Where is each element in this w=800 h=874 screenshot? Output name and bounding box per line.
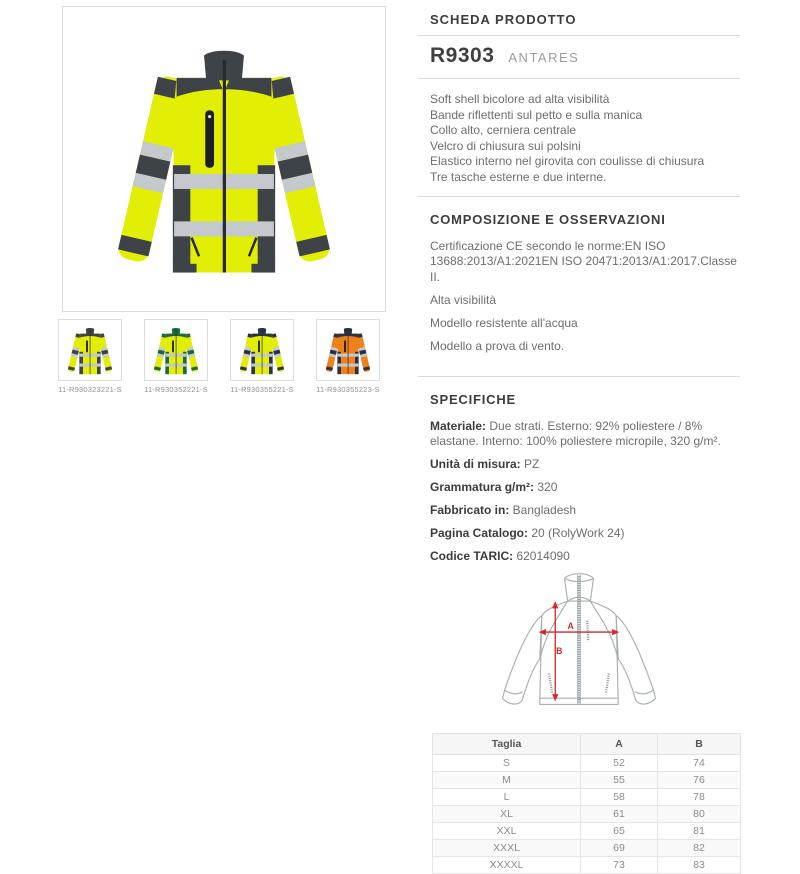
spec-value: Due strati. Esterno: 92% poliestere / 8% elastane. Interno: 100% poliestere micropile, 320 g/m². (430, 418, 721, 449)
spec-value: Bangladesh (509, 502, 577, 517)
size-table-body (433, 755, 741, 874)
thumbnail-cell (47, 319, 133, 394)
size-cell-a: 52 (581, 755, 658, 772)
size-cell-b: 82 (658, 840, 741, 857)
thumbnail[interactable] (58, 319, 122, 381)
composition-line: Alta visibilità (430, 293, 497, 308)
jacket-outline (503, 574, 656, 705)
product-header (418, 36, 740, 78)
spec-item (430, 480, 738, 496)
size-cell-a: 73 (581, 857, 658, 874)
page-title: SCHEDA PRODOTTO (430, 12, 577, 27)
spec-value: PZ (520, 457, 540, 472)
thumbnail-jacket-illustration (64, 323, 116, 378)
size-cell-taglia: XXL (433, 823, 581, 840)
measurement-diagram (418, 567, 740, 727)
thumbnail[interactable] (230, 319, 294, 381)
color-variant-thumbnails (47, 319, 391, 394)
description-line: Collo alto, cerniera centrale (430, 123, 577, 138)
size-cell-a: 61 (581, 806, 658, 823)
size-cell-taglia: XXXL (433, 840, 581, 857)
size-cell-taglia: XXXXL (433, 857, 581, 874)
size-cell-b: 74 (658, 755, 741, 772)
jacket-zipper (223, 60, 226, 272)
specs-heading: SPECIFICHE (430, 391, 517, 407)
product-description (418, 79, 740, 196)
jacket-hem-accent (251, 264, 272, 273)
product-name: ANTARES (508, 50, 580, 65)
size-column-header: B (658, 734, 741, 755)
description-line: Bande riflettenti sul petto e sulla manica (430, 107, 643, 122)
spec-label: Unità di misura: (430, 457, 521, 472)
table-row (433, 755, 741, 772)
thumbnail-cell (133, 319, 219, 394)
thumbnail[interactable] (316, 319, 380, 381)
spec-label: Pagina Catalogo: (430, 525, 529, 540)
spec-label: Fabbricato in: (430, 502, 510, 517)
size-cell-b: 81 (658, 823, 741, 840)
jacket-outline-drawing (491, 567, 667, 722)
spec-item (430, 503, 738, 519)
thumbnail-cell (219, 319, 305, 394)
size-cell-b: 76 (658, 772, 741, 789)
composition-line: Modello resistente all'acqua (430, 315, 578, 330)
size-cell-a: 55 (581, 772, 658, 789)
composition-line: Modello a prova di vento. (430, 338, 565, 353)
width-label: A (567, 621, 574, 632)
size-cell-a: 65 (581, 823, 658, 840)
spec-item (430, 419, 738, 451)
size-cell-b: 78 (658, 789, 741, 806)
table-row (433, 806, 741, 823)
thumbnail-caption: 11-R930355223-S (316, 385, 380, 394)
thumbnail-jacket-illustration (322, 323, 374, 378)
product-sheet (418, 0, 740, 874)
description-line: Elastico interno nel girovita con coulisse di chiusura (430, 154, 705, 169)
description-line: Velcro di chiusura sui polsini (430, 138, 581, 153)
spec-item (430, 549, 738, 565)
table-row (433, 772, 741, 789)
size-cell-b: 83 (658, 857, 741, 874)
composition-lines (430, 293, 738, 354)
description-line: Tre tasche esterne e due interne. (430, 169, 607, 184)
composition-section (418, 197, 740, 376)
spec-value: 320 (534, 480, 558, 495)
size-cell-a: 69 (581, 840, 658, 857)
size-cell-taglia: S (433, 755, 581, 772)
size-cell-taglia: L (433, 789, 581, 806)
specs-list (430, 419, 738, 565)
thumbnail-caption: 11-R930352221-S (144, 385, 208, 394)
specs-section (418, 377, 740, 565)
table-row (433, 789, 741, 806)
jacket-chest-pocket (205, 110, 214, 167)
spec-label: Grammatura g/m²: (430, 480, 535, 495)
thumbnail-jacket-illustration (236, 323, 288, 378)
spec-value: 20 (RolyWork 24) (528, 525, 625, 540)
table-row (433, 857, 741, 874)
jacket-illustration (99, 28, 349, 290)
size-cell-taglia: XL (433, 806, 581, 823)
composition-heading: COMPOSIZIONE E OSSERVAZIONI (430, 211, 666, 227)
main-product-image (62, 6, 386, 312)
thumbnail-caption: 11-R930323221-S (58, 385, 122, 394)
spec-item (430, 457, 738, 473)
product-code: R9303 (430, 44, 495, 67)
size-cell-a: 58 (581, 789, 658, 806)
spec-label: Codice TARIC: (430, 548, 514, 563)
thumbnail-caption: 11-R930355221-S (230, 385, 294, 394)
spec-value: 62014090 (513, 548, 570, 563)
thumbnail[interactable] (144, 319, 208, 381)
certification-text: Certificazione CE secondo le norme:EN ISO 13688:2013/A1:2021EN ISO 20471:2013/A1:2017.Classe II. (430, 238, 737, 285)
thumbnail-cell (305, 319, 391, 394)
spec-label: Materiale: (430, 418, 487, 433)
size-column-header: Taglia (433, 734, 581, 755)
size-cell-taglia: M (433, 772, 581, 789)
table-row (433, 823, 741, 840)
size-table-header (433, 734, 741, 755)
size-column-header: A (581, 734, 658, 755)
length-label: B (556, 646, 563, 657)
jacket-pocket-pull (208, 115, 211, 118)
spec-item (430, 526, 738, 542)
thumbnail-jacket-illustration (150, 323, 202, 378)
description-line: Soft shell bicolore ad alta visibilità (430, 92, 610, 106)
table-row (433, 840, 741, 857)
size-table (432, 733, 741, 874)
size-cell-b: 80 (658, 806, 741, 823)
jacket-hem-accent (175, 264, 196, 273)
